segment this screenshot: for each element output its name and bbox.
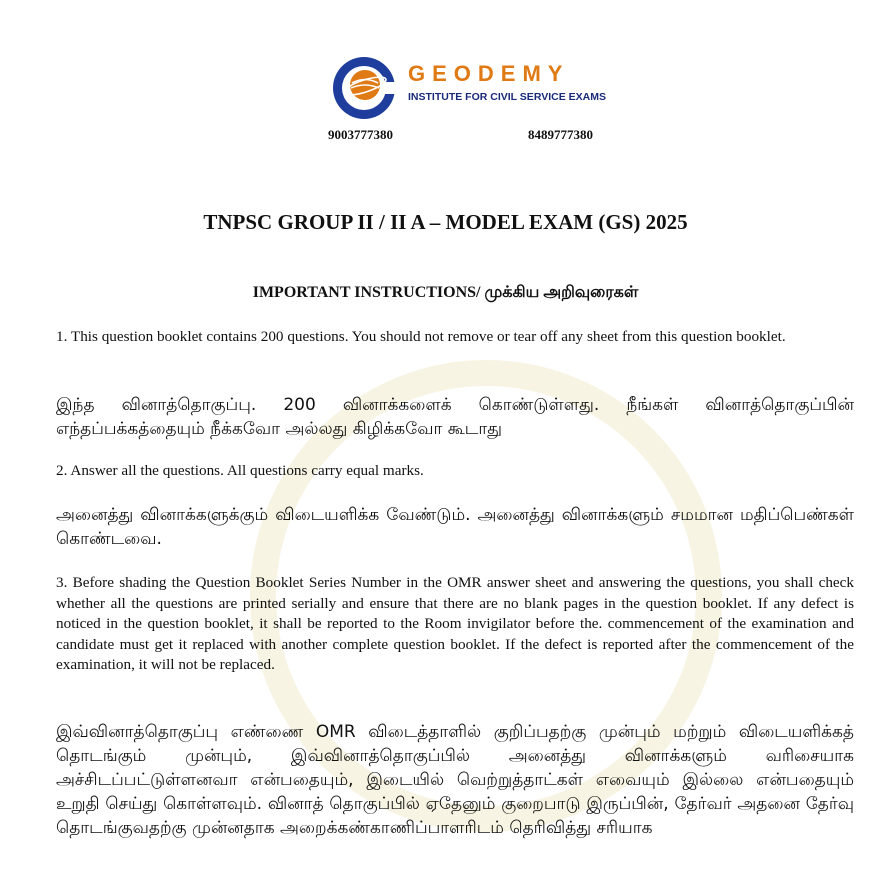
instructions-heading: IMPORTANT INSTRUCTIONS/ முக்கிய அறிவுரைகள் xyxy=(252,284,639,301)
globe-logo-icon xyxy=(328,52,408,124)
instruction-1-tamil: இந்த வினாத்தொகுப்பு. 200 வினாக்களைக் கொண்டுள்ளது. நீங்கள் வினாத்தொகுப்பின் எந்தப்பக்கத்தையும் நீக்கவோ அல்லது கிழிக்கவோ கூடாது xyxy=(56,395,854,439)
phone-number-right: 8489777380 xyxy=(528,127,593,142)
instruction-2-tamil: அனைத்து வினாக்களுக்கும் விடையளிக்க வேண்டும். அனைத்து வினாக்களும் சமமான மதிப்பெண்கள் கொண்டவை. xyxy=(56,505,854,549)
page-title: TNPSC GROUP II / II A – MODEL EXAM (GS) 2025 xyxy=(203,210,688,234)
instruction-3-english: 3. Before shading the Question Booklet Series Number in the OMR answer sheet and answering the questions, you shall check whether all the questions are printed serially and ensure that there are no blank pages in the question booklet. If any defect is noticed in the question booklet, it shall be reported to the Room invigilator before the. commencement of the examination and candidate must get it replaced with another complete question booklet. If the defect is reported after the commencement of the examination, it will not be replaced. xyxy=(56,574,854,674)
brand-logo xyxy=(328,52,606,124)
phone-number-left: 9003777380 xyxy=(328,127,393,142)
brand-name: GEODEMY xyxy=(408,61,570,86)
instruction-2-english: 2. Answer all the questions. All questions carry equal marks. xyxy=(56,462,424,479)
brand-tagline: INSTITUTE FOR CIVIL SERVICE EXAMS xyxy=(408,91,606,103)
instruction-1-english: 1. This question booklet contains 200 questions. You should not remove or tear off any sheet from this question booklet. xyxy=(56,328,786,345)
instruction-3-tamil: இவ்வினாத்தொகுப்பு எண்ணை OMR விடைத்தாளில் குறிப்பதற்கு முன்பும் மற்றும் விடையளிக்கத் தொடங்கும் முன்பும், இவ்வினாத்தொகுப்பில் அனைத்து வினாக்களும் வரிசையாக அச்சிடப்பட்டுள்ளனவா என்பதையும், இடையில் வெற்றுத்தாட்கள் எவையும் இல்லை என்பதையும் உறுதி செய்து கொள்ளவும். வினாத் தொகுப்பில் ஏதேனும் குறைபாடு இருப்பின், தேர்வர் அதனை தேர்வு தொடங்குவதற்கு முன்னதாக அறைக்கண்காணிப்பாளரிடம் தெரிவித்து சரியாக xyxy=(56,722,854,838)
